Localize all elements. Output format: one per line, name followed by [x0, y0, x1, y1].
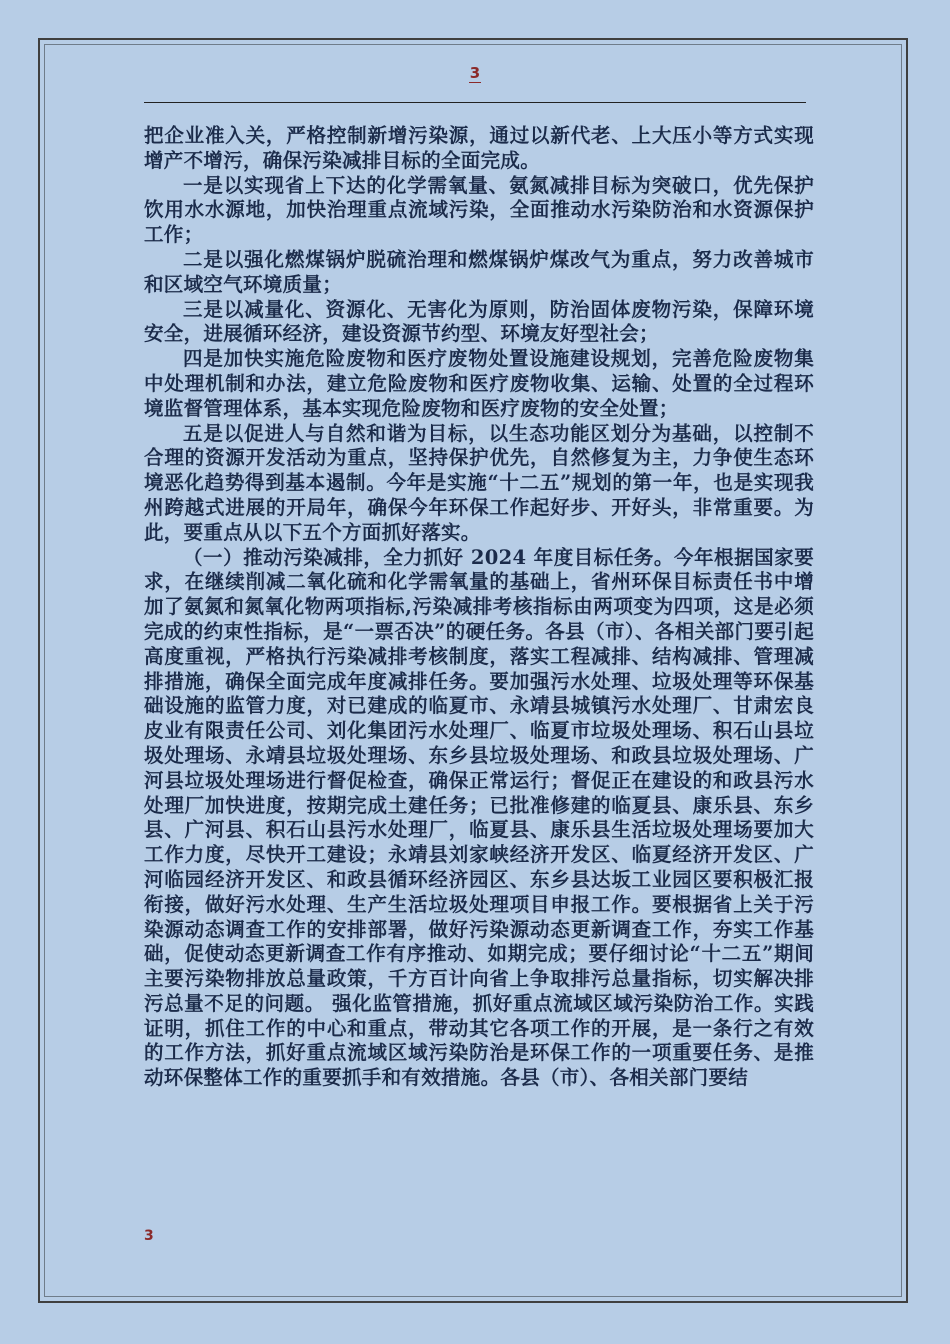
paragraph-section-one: （一）推动污染减排，全力抓好 2024 年度目标任务。今年根据国家要求，在继续削减二氧化硫和化学需氧量的基础上，省州环保目标责任书中增加了氨氮和氮氧化物两项指标,污染减排考核指标由两项变为四项，这是必须完成的约束性指标，是“一票否决”的硬任务。各县（市）、各相关部门要引起高度重视，严格执行污染减排考核制度，落实工程减排、结构减排、管理减排措施，确保全面完成年度减排任务。要加强污水处理、垃圾处理等环保基础设施的监管力度，对已建成的临夏市、永靖县城镇污水处理厂、甘肃宏良皮业有限责任公司、刘化集团污水处理厂、临夏市垃圾处理场、积石山县垃圾处理场、永靖县垃圾处理场、东乡县垃圾处理场、和政县垃圾处理场、广河县垃圾处理场进行督促检查，确保正常运行；督促正在建设的和政县污水处理厂加快进度，按期完成土建任务；已批准修建的临夏县、康乐县、东乡县、广河县、积石山县污水处理厂，临夏县、康乐县生活垃圾处理场要加大工作力度，尽快开工建设；永靖县刘家峡经济开发区、临夏经济开发区、广河临园经济开发区、和政县循环经济园区、东乡县达坂工业园区要积极汇报衔接，做好污水处理、生产生活垃圾处理项目申报工作。要根据省上关于污染源动态调查工作的安排部署，做好污染源动态更新调查工作，夯实工作基础，促使动态更新调查工作有序推动、如期完成；要仔细讨论“十二五”期间主要污染物排放总量政策，千方百计向省上争取排污总量指标，切实解决排污总量不足的问题。 强化监管措施，抓好重点流域区域污染防治工作。实践证明，抓住工作的中心和重点，带动其它各项工作的开展，是一条行之有效的工作方法，抓好重点流域区域污染防治是环保工作的一项重要任务、是推动环保整体工作的重要抓手和有效措施。各县（市）、各相关部门要结: [144, 545, 814, 1090]
paragraph-point-four: 四是加快实施危险废物和医疗废物处置设施建设规划，完善危险废物集中处理机制和办法，建立危险废物和医疗废物收集、运输、处置的全过程环境监督管理体系，基本实现危险废物和医疗废物的安全处置；: [144, 347, 814, 420]
paragraph-continuation: 把企业准入关，严格控制新增污染源，通过以新代老、上大压小等方式实现增产不增污，确保污染减排目标的全面完成。: [144, 124, 814, 172]
header-divider: [144, 102, 806, 103]
paragraph-point-one: 一是以实现省上下达的化学需氧量、氨氮减排目标为突破口，优先保护饮用水水源地，加快治理重点流域污染，全面推动水污染防治和水资源保护工作；: [144, 173, 814, 247]
header-page-number-text: 3: [469, 64, 481, 82]
document-body: [144, 124, 814, 1091]
footer-page-number: 3: [144, 1228, 154, 1244]
paragraph-point-two: 二是以强化燃煤锅炉脱硫治理和燃煤锅炉煤改气为重点，努力改善城市和区域空气环境质量；: [144, 247, 814, 296]
paragraph-point-three: 三是以减量化、资源化、无害化为原则，防治固体废物污染，保障环境安全，进展循环经济，建设资源节约型、环境友好型社会；: [144, 297, 814, 346]
header-page-number: [0, 64, 950, 83]
paragraph-point-five: 五是以促进人与自然和谐为目标，以生态功能区划分为基础，以控制不合理的资源开发活动为重点，坚持保护优先，自然修复为主，力争使生态环境恶化趋势得到基本遏制。今年是实施“十二五”规划的第一年，也是实现我州跨越式进展的开局年，确保今年环保工作起好步、开好头，非常重要。为此，要重点从以下五个方面抓好落实。: [144, 421, 814, 544]
